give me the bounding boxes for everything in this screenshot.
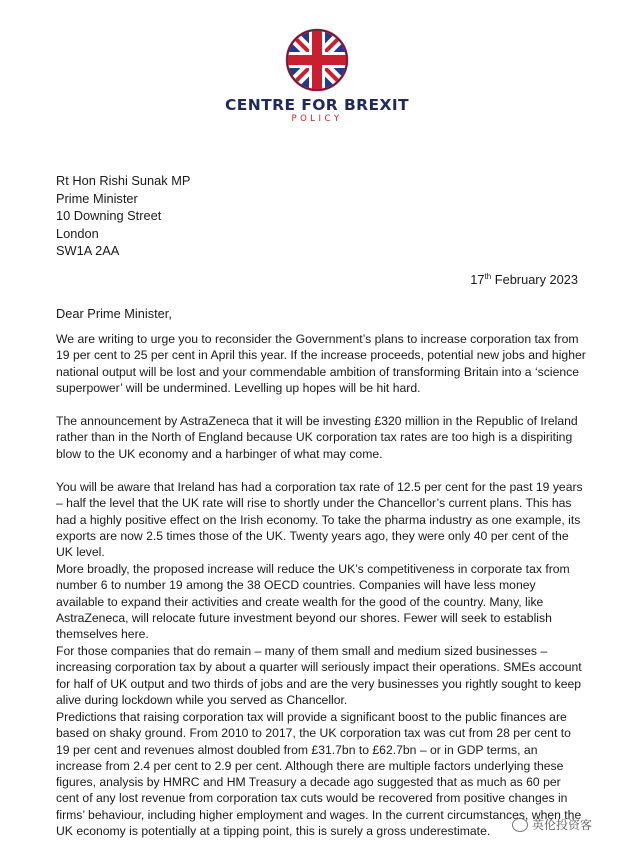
date-day: 17 (470, 272, 485, 287)
watermark (512, 816, 592, 833)
org-subtitle: POLICY (291, 114, 343, 124)
body-paragraph: For those companies that do remain – many of them small and medium sized businesses – increasing corporation tax by about a quarter will seriously impact their operations. SMEs account for half of UK output and two thirds of jobs and are the very businesses you rightly sought to keep alive during lockdown while you served as Chancellor. (56, 644, 582, 707)
body-paragraph: More broadly, the proposed increase will reduce the UK’s competitiveness in corporate tax from number 6 to number 19 among the 38 OECD countries. Companies will have less money available to expand their activities and create wealth for the good of the country. Many, like AstraZeneca, will relocate future investment beyond our shores. Fewer will seek to establish themselves here. (56, 562, 570, 642)
date-rest: February 2023 (491, 272, 578, 287)
recipient-address (56, 172, 190, 260)
letter-date (470, 272, 578, 287)
address-line: 10 Downing Street (56, 208, 162, 224)
address-line: Rt Hon Rishi Sunak MP (56, 173, 191, 188)
address-line: SW1A 2AA (56, 243, 120, 259)
address-line: Prime Minister (56, 190, 138, 206)
union-jack-globe-icon (285, 28, 349, 92)
body-paragraph: We are writing to urge you to reconsider the Government’s plans to increase corporation tax from 19 per cent to 25 per cent in April this year. If the increase proceeds, potential new jobs and higher national output will be lost and your commendable ambition of transforming Britain into a ‘science superpower’ will be undermined. Levelling up hopes will be hit hard. (56, 332, 586, 395)
body-paragraph: The announcement by AstraZeneca that it will be investing £320 million in the Republic of Ireland rather than in the North of England because UK corporation tax rates are too high is a dispiriting blow to the UK economy and a harbinger of what may come. (56, 414, 578, 461)
body-paragraph: Predictions that raising corporation tax will provide a significant boost to the public finances are based on shaky ground. From 2010 to 2017, the UK corporation tax was cut from 28 per cent to 19 per cent and revenues almost doubled from £31.7bn to £62.7bn – or in GDP terms, an increase from 2.4 per cent to 2.9 per cent. Although there are multiple factors underlying these figures, analysis by HMRC and HM Treasury a decade ago suggested that as much as 60 per cent of any lost revenue from corporation tax cuts would be recovered from positive changes in firms’ behaviour, including higher employment and wages. In the current circumstances, when the UK economy is potentially at a tipping point, this is surely a gross underestimate. (56, 710, 582, 839)
letterhead-logo (0, 28, 634, 124)
org-name: CENTRE FOR BREXIT (225, 96, 409, 114)
body-paragraph: You will be aware that Ireland has had a corporation tax rate of 12.5 per cent for the past 19 years – half the level that the UK rate will rise to shortly under the Chancellor’s current plans. This has had a highly positive effect on the Irish economy. To take the pharma industry as one example, its exports are now 2.5 times those of the UK. Twenty years ago, they were only 40 per cent of the UK level. (56, 480, 583, 560)
salutation: Dear Prime Minister, (56, 306, 172, 321)
chat-bubble-icon (512, 818, 528, 832)
watermark-text: 英伦投资客 (532, 818, 593, 832)
date-suffix: th (484, 272, 492, 281)
address-line: London (56, 225, 99, 241)
